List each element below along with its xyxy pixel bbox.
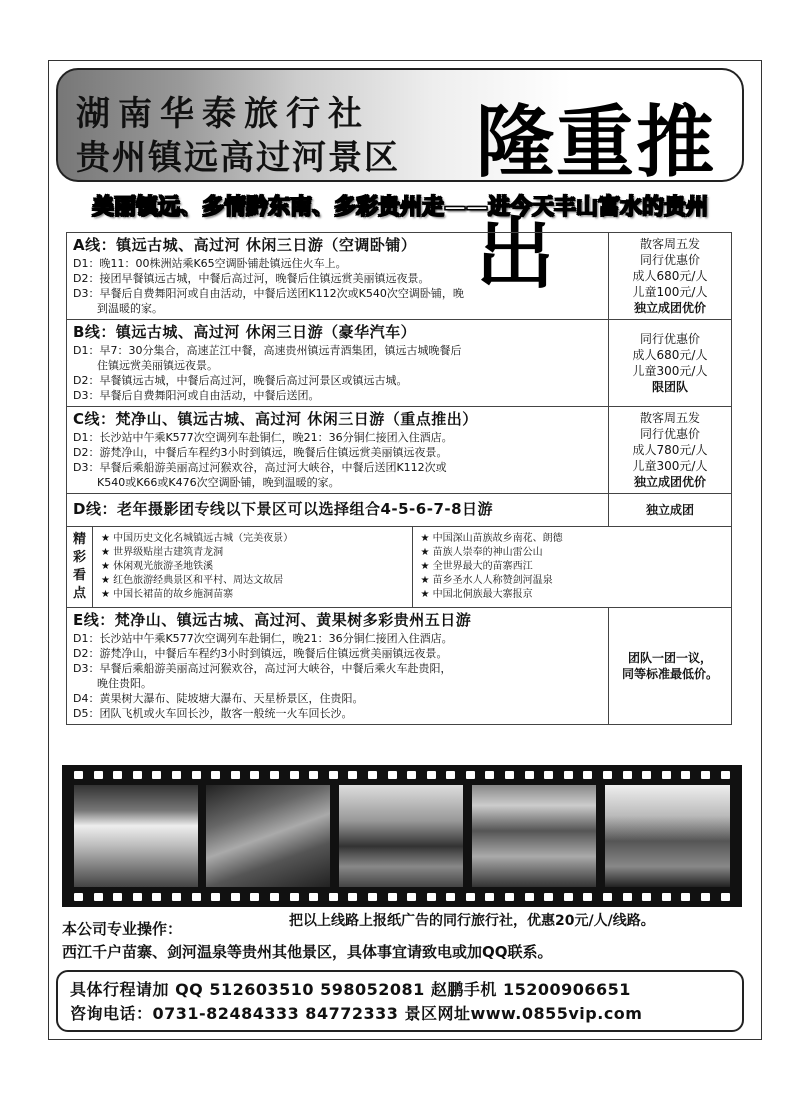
adult-price: 成人680元/人: [632, 269, 708, 283]
route-c-day3-cont: K540或K66或K476次空调卧铺，晚到温暖的家。: [97, 476, 340, 489]
highlight-item: ★ 世界级贴崖古建筑青龙洞: [101, 547, 224, 558]
price-note: 同行优惠价: [639, 427, 700, 441]
highlight-item: ★ 中国历史文化名城镇远古城（完美夜景）: [101, 533, 294, 544]
highlights-label-char: 点: [72, 586, 86, 601]
route-c-price: [609, 407, 731, 493]
route-b: [67, 320, 731, 407]
route-b-day1: D1：早7：30分集合，高速芷江中餐，高速贵州镇远青酒集团，镇远古城晚餐后: [73, 344, 462, 357]
gorge-photo: [206, 785, 330, 887]
child-price: 儿童300元/人: [632, 364, 708, 378]
bridge-photo: [339, 785, 463, 887]
highlight-item: ★ 苗族人崇奉的神山雷公山: [420, 547, 543, 558]
route-e-day2: D2：游梵净山，中餐后车程约3小时到镇远，晚餐后住镇远赏美丽镇远夜景。: [73, 647, 448, 660]
highlight-item: ★ 中国长裙苗的故乡施洞苗寨: [101, 589, 234, 600]
film-perforations: [74, 893, 730, 901]
photo-filmstrip: [62, 765, 742, 907]
price-note: 同行优惠价: [639, 332, 700, 346]
contact-box: [56, 970, 744, 1032]
adult-price: 成人780元/人: [632, 443, 708, 457]
discount-note: 把以上线路上报纸广告的同行旅行社，优惠20元/人/线路。: [289, 913, 655, 929]
group-note: 限团队: [651, 380, 688, 394]
route-e-note: [609, 608, 731, 724]
group-price-note: 独立成团优价: [633, 301, 706, 315]
route-table: [66, 232, 732, 725]
price-note: 散客周五发: [639, 237, 700, 251]
headline: 隆重推出: [476, 97, 717, 300]
route-a-day3-cont: 到温暖的家。: [97, 302, 163, 315]
route-a-day3: D3：早餐后自费舞阳河或自由活动，中餐后送团K112次或K540次空调卧铺，晚: [73, 287, 464, 300]
highlights-right: [412, 527, 732, 607]
highlight-item: ★ 全世界最大的苗寨西江: [420, 561, 533, 572]
route-e-day3-cont: 晚住贵阳。: [97, 677, 152, 690]
ancient-town-photo: [472, 785, 596, 887]
route-a: [67, 233, 731, 320]
other-areas-note: 西江千户苗寨、剑河温泉等贵州其他景区，具体事宜请致电或加QQ联系。: [62, 943, 553, 961]
contact-qq-phone: 具体行程请加 QQ 512603510 598052081 赵鹏手机 15200906651: [70, 980, 631, 999]
contact-tel-website: 咨询电话：0731-82484333 84772333 景区网址www.0855vip.com: [70, 1004, 643, 1023]
highlights: [67, 527, 731, 608]
group-price-note: 独立成团优价: [633, 475, 706, 489]
route-e-day5: D5：团队飞机或火车回长沙，散客一般统一火车回长沙。: [73, 707, 353, 720]
highlights-left: [93, 527, 412, 607]
route-c-title: C线：梵净山、镇远古城、高过河 休闲三日游（重点推出）: [73, 410, 478, 428]
route-c-day2: D2：游梵净山，中餐后车程约3小时到镇远，晚餐后住镇远赏美丽镇远夜景。: [73, 446, 448, 459]
waterfall-photo: [74, 785, 198, 887]
highlight-item: ★ 休闲观光旅游圣地铁溪: [101, 561, 214, 572]
highlights-label-char: 精: [72, 532, 86, 547]
highlight-item: ★ 中国北侗族最大寨报京: [420, 589, 533, 600]
route-d-title: D线：老年摄影团专线以下景区可以选择组合4-5-6-7-8日游: [73, 500, 494, 518]
child-price: 儿童100元/人: [632, 285, 708, 299]
route-a-title: A线：镇远古城、高过河 休闲三日游（空调卧铺）: [73, 236, 417, 254]
route-e: [67, 608, 731, 724]
route-d-note: 独立成团: [645, 503, 694, 517]
slogan: 美丽镇远、多情黔东南、多彩贵州走——进今天丰山富水的贵州: [91, 195, 708, 220]
price-note: 散客周五发: [639, 411, 700, 425]
child-price: 儿童300元/人: [632, 459, 708, 473]
agency-name: 湖南华泰旅行社: [76, 94, 370, 134]
river-cliff-photo: [605, 785, 730, 887]
film-perforations: [74, 771, 730, 779]
highlights-label: [67, 527, 93, 607]
highlight-item: ★ 中国深山苗族故乡南花、朗德: [420, 533, 563, 544]
group-note: 团队一团一议，: [627, 651, 712, 665]
route-c: [67, 407, 731, 494]
route-c-day3: D3：早餐后乘船游美丽高过河猴欢谷，高过河大峡谷，中餐后送团K112次或: [73, 461, 447, 474]
route-e-day3: D3：早餐后乘船游美丽高过河猴欢谷，高过河大峡谷，中餐后乘火车赴贵阳，: [73, 662, 452, 675]
route-a-day1: D1：晚11：00株洲站乘K65空调卧铺赴镇远住火车上。: [73, 257, 347, 270]
route-a-day2: D2：接团早餐镇远古城，中餐后高过河，晚餐后住镇远赏美丽镇远夜景。: [73, 272, 430, 285]
route-e-title: E线：梵净山、镇远古城、高过河、黄果树多彩贵州五日游: [73, 611, 472, 629]
route-b-title: B线：镇远古城、高过河 休闲三日游（豪华汽车）: [73, 323, 417, 341]
group-note: 同等标准最低价。: [621, 667, 718, 681]
route-e-day1: D1：长沙站中午乘K577次空调列车赴铜仁，晚21：36分铜仁接团入住酒店。: [73, 632, 453, 645]
route-b-price: [609, 320, 731, 406]
highlights-label-char: 彩: [72, 550, 86, 565]
route-b-day3: D3：早餐后自费舞阳河或自由活动，中餐后送团。: [73, 389, 320, 402]
highlight-item: ★ 苗乡圣水人人称赞剑河温泉: [420, 575, 553, 586]
route-b-day1-cont: 住镇远赏美丽镇远夜景。: [97, 359, 218, 372]
company-note: 本公司专业操作：: [62, 920, 183, 938]
route-d: [67, 494, 731, 527]
route-b-day2: D2：早餐镇远古城，中餐后高过河，晚餐后高过河景区或镇远古城。: [73, 374, 408, 387]
adult-price: 成人680元/人: [632, 348, 708, 362]
route-c-day1: D1：长沙站中午乘K577次空调列车赴铜仁，晚21：36分铜仁接团入住酒店。: [73, 431, 453, 444]
price-note: 同行优惠价: [639, 253, 700, 267]
scenic-area-name: 贵州镇远高过河景区: [76, 138, 400, 178]
highlights-label-char: 看: [72, 568, 86, 583]
route-e-day4: D4：黄果树大瀑布、陡坡塘大瀑布、天星桥景区，住贵阳。: [73, 692, 364, 705]
highlight-item: ★ 红色旅游经典景区和平村、周达文故居: [101, 575, 284, 586]
route-a-price: [609, 233, 731, 319]
